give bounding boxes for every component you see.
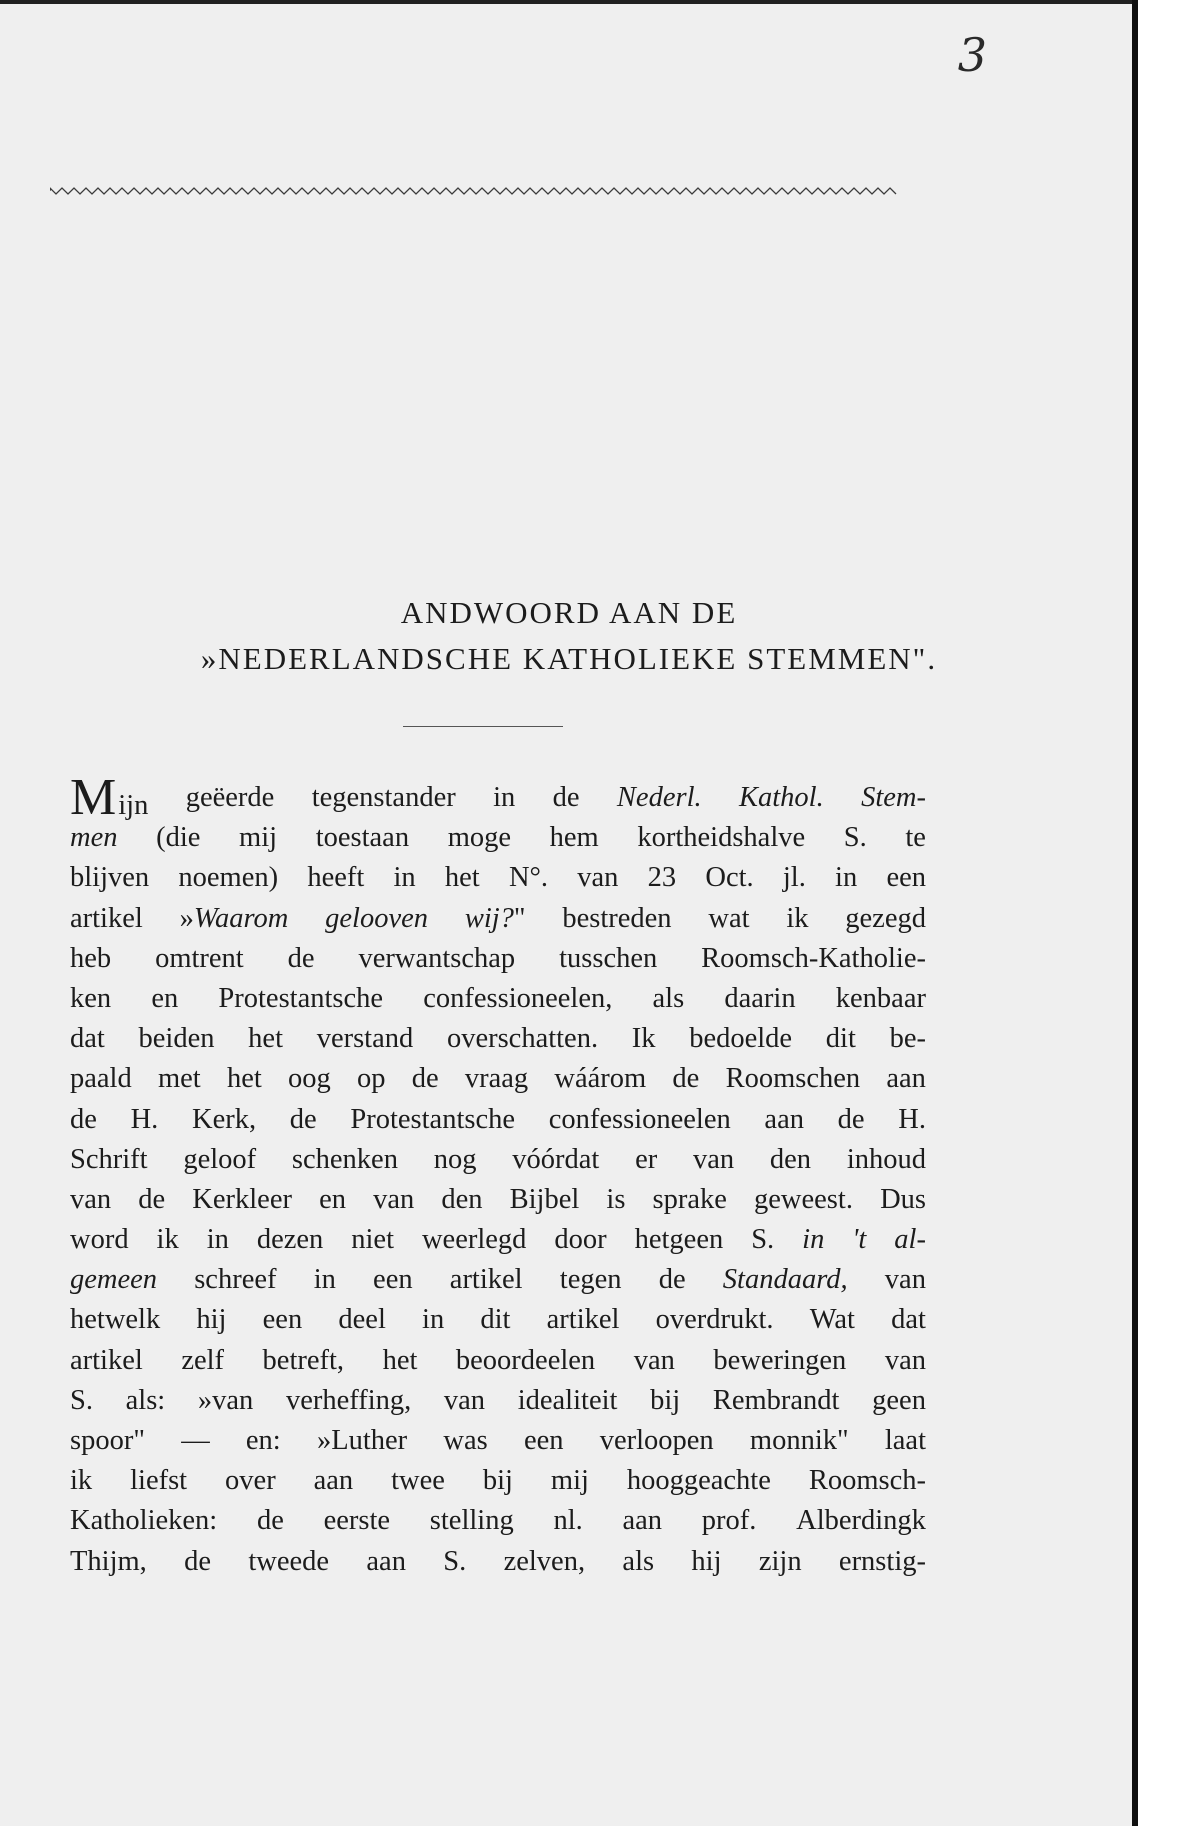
- text-line-14: hetwelk hij een deel in dit artikel overdrukt. Wat dat: [70, 1304, 926, 1336]
- title-line-2: »NEDERLANDSCHE KATHOLIEKE STEMMEN".: [200, 641, 938, 676]
- text-line-9: de H. Kerk, de Protestantsche confessioneelen aan de H.: [70, 1103, 926, 1135]
- text-line-20: Thijm, de tweede aan S. zelven, als hij zijn ernstig-: [70, 1545, 926, 1577]
- title-line-1: ANDWOORD AAN DE: [400, 595, 738, 630]
- body-text: [70, 769, 926, 1582]
- text-line-6: ken en Protestantsche confessioneelen, als daarin kenbaar: [70, 982, 926, 1014]
- text-line-5: heb omtrent de verwantschap tusschen Roomsch-Katholie-: [70, 942, 926, 974]
- text-line-15: artikel zelf betreft, het beoordeelen van beweringen van: [70, 1344, 926, 1376]
- drop-capital: M: [70, 769, 117, 826]
- text-line-4: artikel »Waarom gelooven wij?" bestreden wat ik gezegd: [70, 902, 926, 934]
- text-line-13: gemeen schreef in een artikel tegen de Standaard, van: [70, 1264, 926, 1296]
- text-line-12: word ik in dezen niet weerlegd door hetgeen S. in 't al-: [70, 1224, 926, 1256]
- text-line-19: Katholieken: de eerste stelling nl. aan prof. Alberdingk: [70, 1505, 926, 1537]
- text-line-1: Mijn geëerde tegenstander in de Nederl. Kathol. Stem-: [70, 769, 926, 826]
- text-line-8: paald met het oog op de vraag wáárom de Roomschen aan: [70, 1063, 926, 1095]
- text-line-18: ik liefst over aan twee bij mij hooggeachte Roomsch-: [70, 1465, 926, 1497]
- title-separator-rule: [403, 726, 563, 727]
- text-line-3: blijven noemen) heeft in het N°. van 23 Oct. jl. in een: [70, 862, 926, 894]
- page-number: 3: [957, 28, 987, 82]
- wavy-ornament-rule: [50, 184, 900, 198]
- text-line-10: Schrift geloof schenken nog vóórdat er van den inhoud: [70, 1143, 926, 1175]
- text-line-7: dat beiden het verstand overschatten. Ik bedoelde dit be-: [70, 1023, 926, 1055]
- text-line-11: van de Kerkleer en van den Bijbel is sprake geweest. Dus: [70, 1183, 926, 1215]
- text-line-2: men (die mij toestaan moge hem kortheidshalve S. te: [70, 822, 926, 854]
- text-line-17: spoor" — en: »Luther was een verloopen monnik" laat: [70, 1425, 926, 1456]
- text-line-16: S. als: »van verheffing, van idealiteit bij Rembrandt geen: [70, 1384, 926, 1416]
